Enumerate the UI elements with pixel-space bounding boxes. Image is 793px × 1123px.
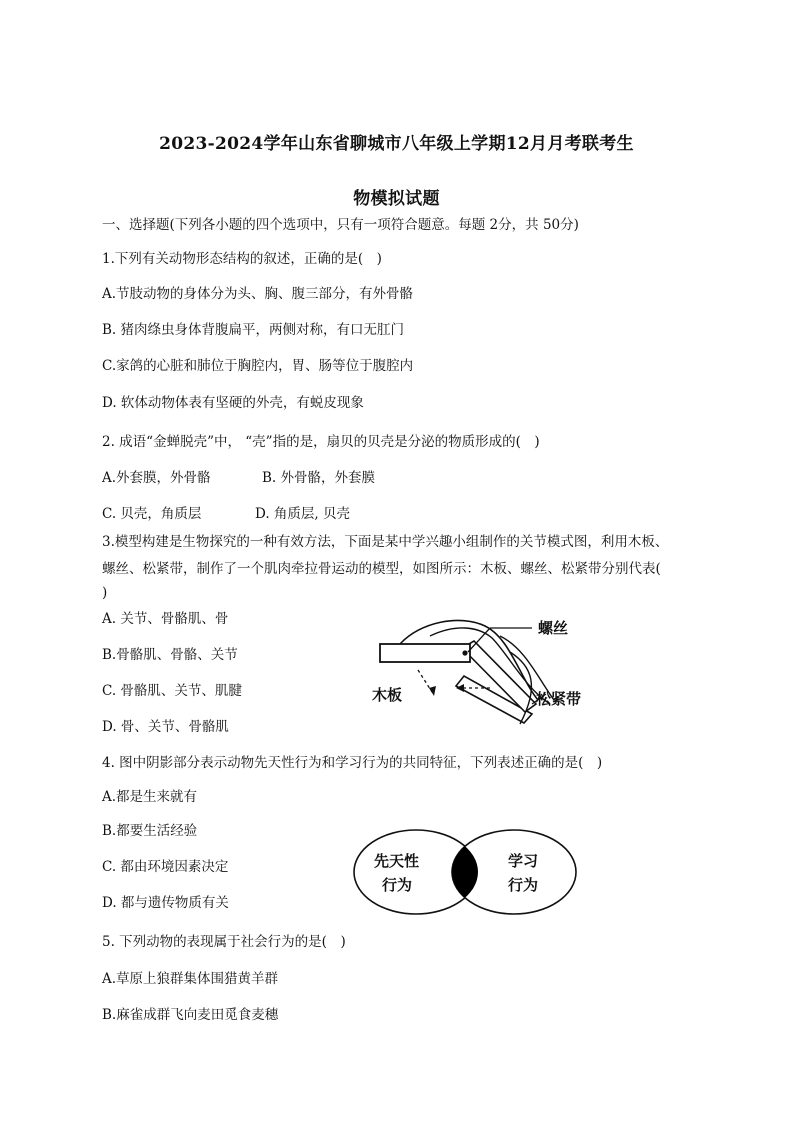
label-screw: 螺丝 xyxy=(538,619,569,637)
exam-title-line2: 物模拟试题 xyxy=(353,189,440,209)
label-learned-2: 行为 xyxy=(508,876,539,894)
q4-option-d: D. 都与遗传物质有关 xyxy=(102,895,229,911)
q2-stem: 2. 成语“金蝉脱壳”中， “壳”指的是，扇贝的贝壳是分泌的物质形成的( ) xyxy=(102,434,540,450)
q5-option-b: B.麻雀成群飞向麦田觅食麦穗 xyxy=(102,1007,279,1023)
q3-option-b: B.骨骼肌、骨骼、关节 xyxy=(102,647,238,663)
label-band: 松紧带 xyxy=(536,690,582,708)
q4-option-b: B.都要生活经验 xyxy=(102,823,198,839)
q4-option-a: A.都是生来就有 xyxy=(102,789,198,805)
joint-model-figure xyxy=(360,608,600,733)
section-heading: 一、选择题(下列各小题的四个选项中，只有一项符合题意。每题 2分，共 50分) xyxy=(102,217,579,233)
q3-stem-line1: 3.模型构建是生物探究的一种有效方法，下面是某中学兴趣小组制作的关节模式图，利用木板、 xyxy=(102,534,669,550)
q1-option-d: D. 软体动物体表有坚硬的外壳，有蜕皮现象 xyxy=(102,395,364,411)
q2-option-a: A.外套膜，外骨骼 xyxy=(102,470,211,486)
screw-dot xyxy=(462,650,467,655)
exam-title-line1: 2023-2024学年山东省聊城市八年级上学期12月月考联考生 xyxy=(159,134,634,154)
label-innate-1: 先天性 xyxy=(374,852,420,870)
q2-option-d: D. 角质层, 贝壳 xyxy=(255,506,351,522)
q3-option-c: C. 骨骼肌、关节、肌腱 xyxy=(102,683,242,699)
q1-option-b: B. 猪肉绦虫身体背腹扁平，两侧对称，有口无肛门 xyxy=(102,322,405,338)
q2-option-c: C. 贝壳，角质层 xyxy=(102,506,202,522)
q3-stem-line2: 螺丝、松紧带，制作了一个肌肉牵拉骨运动的模型，如图所示：木板、螺丝、松紧带分别代表( xyxy=(102,561,661,577)
q3-stem-line3: ) xyxy=(102,585,108,601)
q3-option-d: D. 骨、关节、骨骼肌 xyxy=(102,719,229,735)
label-board: 木板 xyxy=(372,686,403,704)
q5-option-a: A.草原上狼群集体围猎黄羊群 xyxy=(102,971,279,987)
q4-stem: 4. 图中阴影部分表示动物先天性行为和学习行为的共同特征，下列表述正确的是( ) xyxy=(102,755,603,771)
q1-stem: 1.下列有关动物形态结构的叙述，正确的是( ) xyxy=(102,251,382,267)
upper-board xyxy=(380,644,470,662)
label-learned-1: 学习 xyxy=(508,852,539,870)
q4-option-c: C. 都由环境因素决定 xyxy=(102,859,229,875)
motion-arrow-down-head xyxy=(429,686,436,696)
label-innate-2: 行为 xyxy=(382,876,413,894)
q1-option-a: A.节肢动物的身体分为头、胸、腹三部分，有外骨骼 xyxy=(102,286,414,302)
q5-stem: 5. 下列动物的表现属于社会行为的是( ) xyxy=(102,934,346,950)
q3-option-a: A. 关节、骨骼肌、骨 xyxy=(102,611,229,627)
q1-option-c: C.家鸽的心脏和肺位于胸腔内，胃、肠等位于腹腔内 xyxy=(102,358,414,374)
venn-diagram xyxy=(352,828,582,918)
q2-option-b: B. 外骨骼，外套膜 xyxy=(262,470,376,486)
